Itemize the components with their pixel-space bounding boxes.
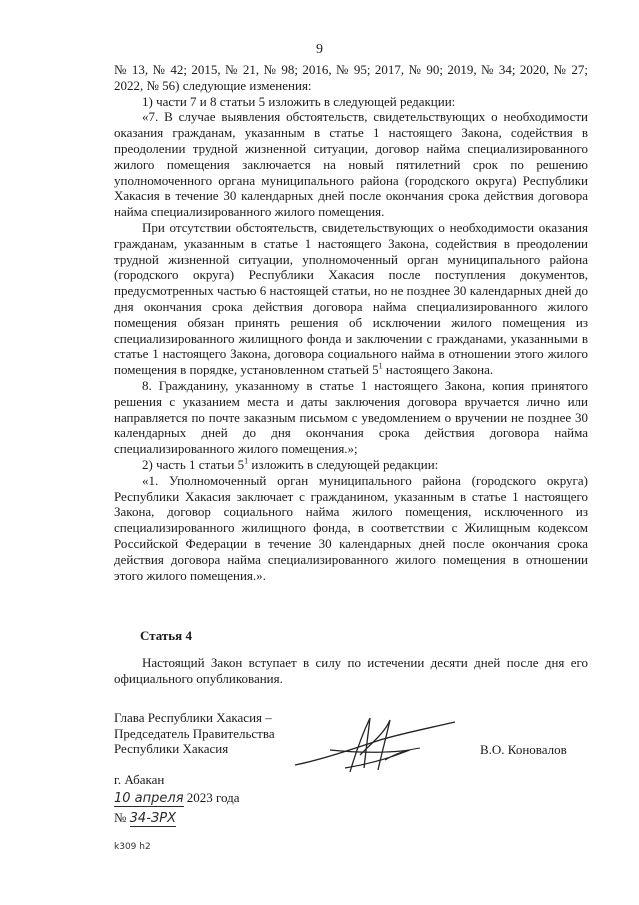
handwritten-date: 10 апреля (114, 791, 184, 806)
number-sign: № (114, 810, 127, 825)
paragraph-part-8: 8. Гражданину, указанному в статье 1 настоящего Закона, копия принятого решения с указанием места и даты заключения договора вручается лично или направляется по почте заказным письмом с уведомлением о вручении не позднее 30 календарных дней до дня окончания срока действия договора найма специализированного жилого помещения.»; (114, 377, 588, 457)
signatory-line-1: Глава Республики Хакасия – (114, 710, 272, 725)
paragraph-part-1: «1. Уполномоченный орган муниципального района (городского округа) Республики Хакасия заключает с гражданином, указанным в статье 1 настоящего Закона, договор социального найма жилого помещения, исключенного из специализированного жилищного фонда, в соответствии с Жилищным кодексом Российской Федерации в течение 30 календарных дней после окончания срока действия договора найма специализированного жилого помещения в отношении этого жилого помещения.». (114, 472, 588, 583)
place-of-signing: г. Абакан (114, 772, 165, 787)
handwritten-signature-icon (290, 710, 460, 780)
superscript: 1 (244, 456, 249, 466)
paragraph-part-7: «7. В случае выявления обстоятельств, свидетельствующих о необходимости оказания гражданам, указанным в статье 1 настоящего Закона, содействия в преодолении трудной жизненной ситуации, договор найма специализированного жилого помещения заключается на новый пятилетний срок по решению уполномоченного органа муниципального района (городского округа) Республики Хакасия в течение 30 календарных дней после окончания срока действия договора найма специализированного жилого помещения. (114, 109, 588, 220)
signer-name: В.О. Коновалов (480, 742, 567, 757)
law-number (114, 810, 176, 827)
signatory-title (114, 710, 275, 757)
article-heading: Статья 4 (140, 628, 192, 643)
paragraph-intro: № 13, № 42; 2015, № 21, № 98; 2016, № 95; 2017, № 90; 2019, № 34; 2020, № 27; 2022, № 56) следующие изменения: (114, 62, 588, 93)
handwritten-law-number: 34-ЗРХ (129, 811, 176, 826)
page-number: 9 (316, 42, 323, 57)
paragraph-item-1: 1) части 7 и 8 статьи 5 изложить в следующей редакции: (142, 93, 456, 109)
signatory-line-3: Республики Хакасия (114, 741, 229, 756)
footer-code: k309 h2 (114, 842, 151, 852)
date-year: 2023 года (186, 790, 240, 805)
paragraph-text: изложить в следующей редакции: (248, 456, 439, 472)
paragraph-text: При отсутствии обстоятельств, свидетельствующих о необходимости оказания гражданам, указанным в статье 1 настоящего Закона, содействия в преодолении трудной жизненной ситуации, уполномоченный орган муниципального района (городского округа) Республики Хакасия после поступления документов, предусмотренных частью 6 настоящей статьи, но не позднее 30 календарных дней до дня окончания срока действия договора найма специализированного жилого помещения обязан принять решения об исключении жилого помещения из специализированного жилищного фонда и заключении с гражданами, указанными в статье 1 настоящего Закона, договора социального найма в отношении этого жилого помещения в порядке, установленном статьей 5 (114, 219, 588, 378)
paragraph-part-7-second (114, 220, 588, 378)
paragraph-text: настоящего Закона. (382, 362, 494, 378)
superscript: 1 (378, 361, 383, 371)
final-paragraph: Настоящий Закон вступает в силу по истечении десяти дней после дня его официального опубликования. (114, 655, 588, 686)
law-body (114, 62, 588, 583)
paragraph-item-2 (114, 457, 588, 473)
signing-date (114, 790, 240, 807)
final-section (114, 655, 588, 687)
signatory-line-2: Председатель Правительства (114, 725, 275, 741)
paragraph-text: 2) часть 1 статьи 5 (142, 456, 245, 472)
